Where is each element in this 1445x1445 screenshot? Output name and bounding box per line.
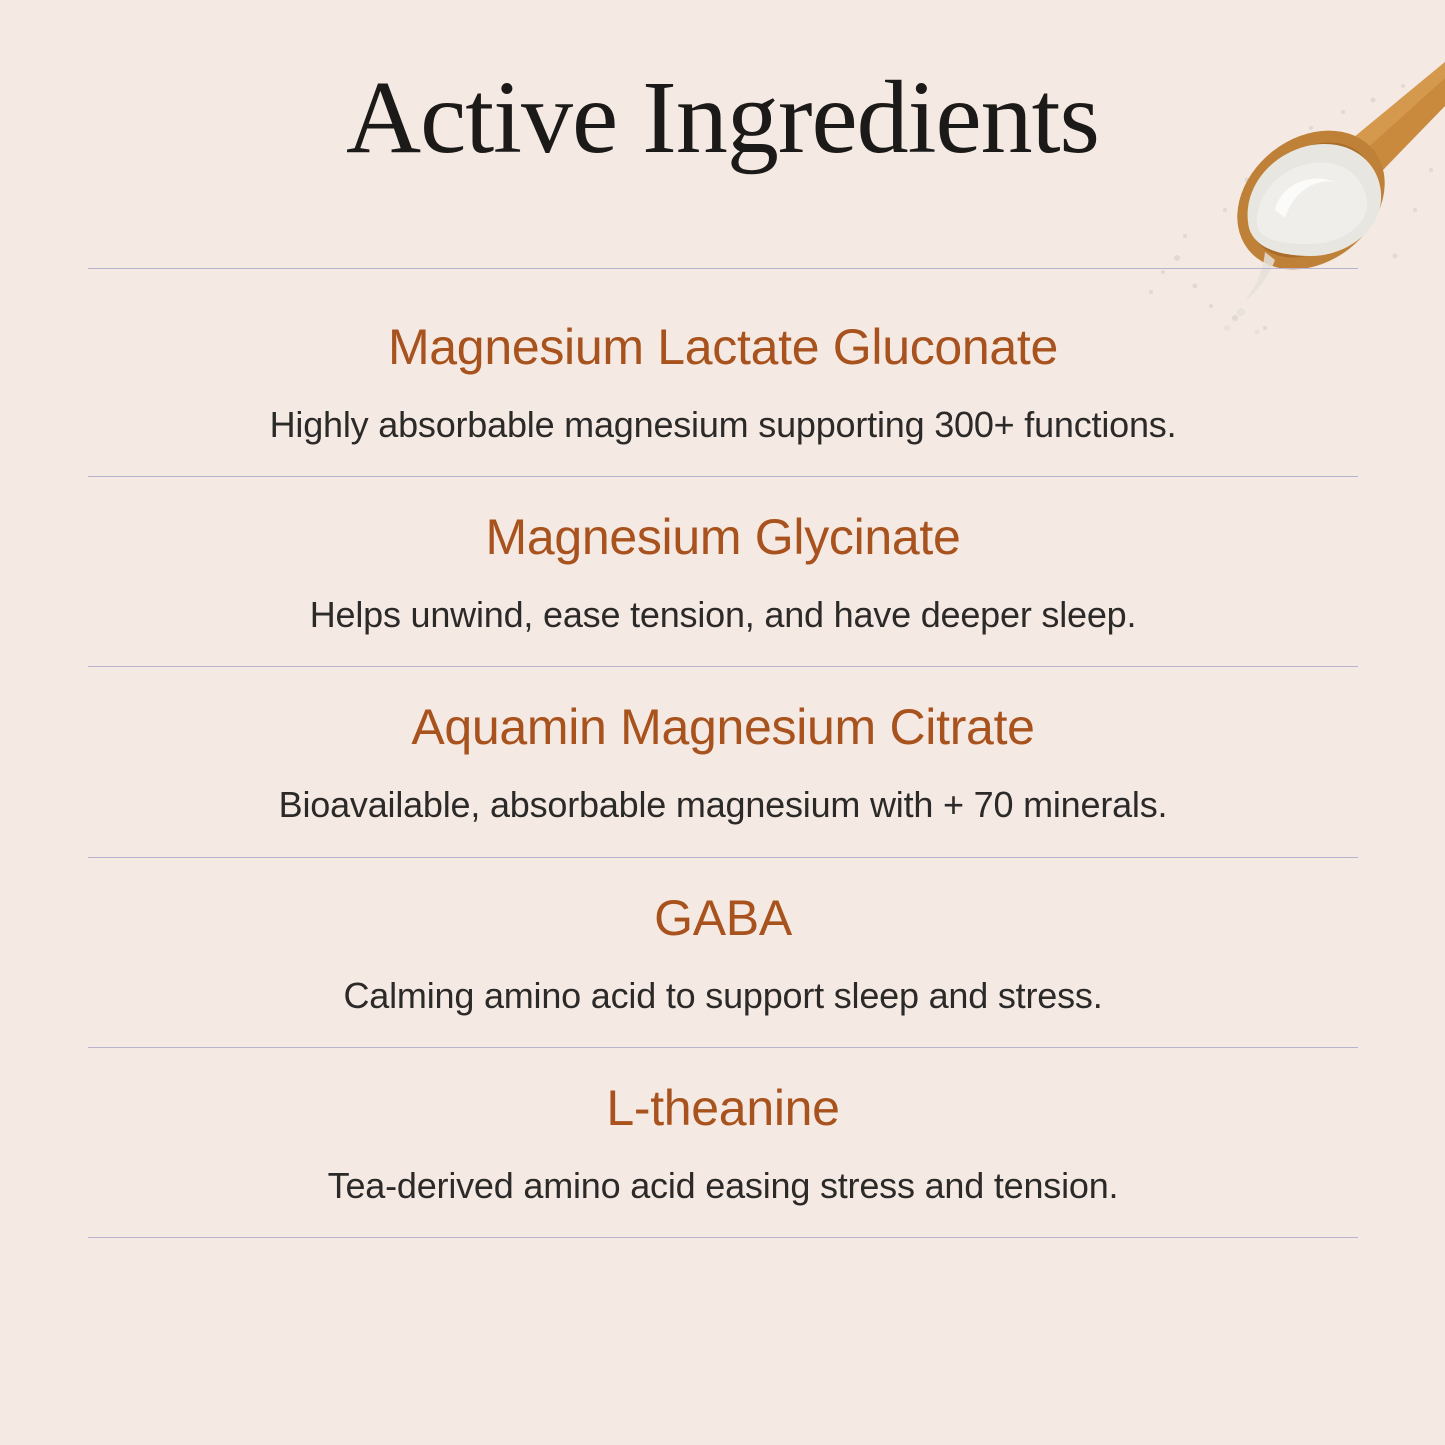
list-item [88,667,1358,856]
ingredient-description: Calming amino acid to support sleep and stress. [343,974,1103,1016]
ingredients-list [88,268,1358,1238]
page-title: Active Ingredients [345,60,1100,175]
ingredient-description: Highly absorbable magnesium supporting 300+ functions. [269,404,1177,445]
ingredient-description: Bioavailable, absorbable magnesium with + 70 minerals. [278,784,1168,826]
ingredient-name: Magnesium Lactate Gluconate [387,319,1059,375]
ingredient-name: Magnesium Glycinate [485,509,961,566]
list-item [88,858,1358,1047]
list-item [88,269,1358,476]
ingredient-name: Aquamin Magnesium Citrate [411,699,1035,756]
list-item [88,1048,1358,1237]
list-item [88,477,1358,666]
ingredient-name: L-theanine [606,1079,840,1136]
divider [88,1237,1358,1238]
ingredient-name: GABA [654,889,792,946]
ingredient-description: Helps unwind, ease tension, and have deeper sleep. [309,594,1137,636]
ingredient-description: Tea-derived amino acid easing stress and tension. [327,1164,1119,1206]
